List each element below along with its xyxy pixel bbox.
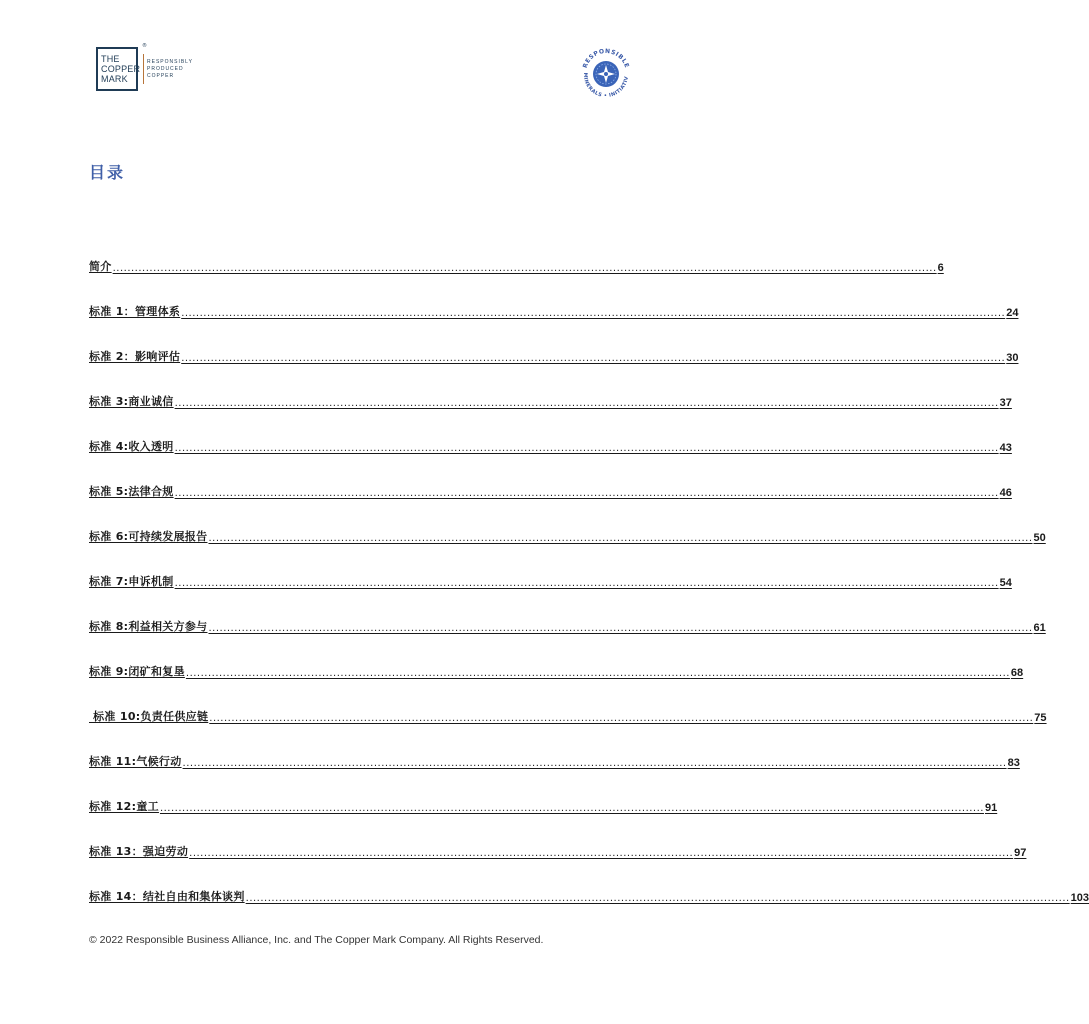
toc-entry-page: 97 [1014, 847, 1027, 859]
toc-leader-dots: ................................................................................................................................................................................................................................ [181, 308, 1006, 319]
toc-entry-label: 简介 [89, 260, 112, 273]
toc-entry-page: 50 [1033, 532, 1046, 544]
toc-entry-standard-7[interactable] [89, 571, 1012, 589]
tagline-line-3: COPPER [147, 72, 175, 79]
toc-entry-standard-2[interactable] [89, 346, 1019, 364]
toc-entry-standard-9[interactable] [89, 661, 1024, 679]
rmi-top-text: RESPONSIBLE [581, 47, 631, 70]
tagline-line-1: RESPONSIBLY [147, 58, 193, 65]
toc-leader-dots: ................................................................................................................................................................................................................................ [174, 443, 999, 454]
toc-leader-dots: ................................................................................................................................................................................................................................ [185, 668, 1010, 679]
toc-entry-standard-10[interactable] [89, 706, 1047, 724]
registered-mark: ® [142, 43, 147, 49]
toc-leader-dots: ................................................................................................................................................................................................................................ [159, 803, 984, 814]
toc-entry-page: 103 [1070, 892, 1089, 904]
toc-entry-page: 43 [999, 442, 1012, 454]
copper-mark-line-1: THE [101, 54, 120, 64]
toc-leader-dots: ................................................................................................................................................................................................................................ [174, 488, 999, 499]
rmi-seal-icon [578, 45, 634, 101]
toc-entry-standard-12[interactable] [89, 796, 998, 814]
copper-mark-line-3: MARK [101, 74, 128, 84]
toc-entry-label: 标准 2：影响评估 [89, 350, 181, 363]
rmi-bottom-text: MINERALS • INITIATIV [581, 72, 631, 100]
toc-entry-label: 标准 14：结社自由和集体谈判 [89, 890, 245, 903]
copper-mark-line-2: COPPER [101, 64, 141, 74]
toc-entry-page: 83 [1007, 757, 1020, 769]
toc-entry-standard-8[interactable] [89, 616, 1046, 634]
toc-entry-label: 标准 9:闭矿和复垦 [89, 665, 185, 678]
toc-leader-dots: ................................................................................................................................................................................................................................ [182, 758, 1007, 769]
toc-leader-dots: ................................................................................................................................................................................................................................ [174, 578, 999, 589]
copper-mark-tagline [143, 54, 193, 84]
toc-entry-label: 标准 1：管理体系 [89, 305, 181, 318]
toc-entry-standard-11[interactable] [89, 751, 1020, 769]
toc-entry-page: 37 [999, 397, 1012, 409]
toc-entry-label: 标准 10:负责任供应链 [89, 710, 209, 723]
toc-entry-label: 标准 7:申诉机制 [89, 575, 174, 588]
toc-leader-dots: ................................................................................................................................................................................................................................ [245, 893, 1070, 904]
toc-title: 目录 [89, 163, 126, 182]
toc-entry-label: 标准 3:商业诚信 [89, 395, 174, 408]
toc-entry-label: 标准 13：强迫劳动 [89, 845, 189, 858]
toc-leader-dots: ................................................................................................................................................................................................................................ [181, 353, 1006, 364]
toc-entry-intro[interactable] [89, 256, 944, 274]
toc-entry-label: 标准 6:可持续发展报告 [89, 530, 208, 543]
toc-entry-label: 标准 12:童工 [89, 800, 159, 813]
toc-leader-dots: ................................................................................................................................................................................................................................ [208, 533, 1033, 544]
toc-entry-page: 68 [1010, 667, 1024, 679]
toc-leader-dots: ................................................................................................................................................................................................................................ [112, 263, 937, 274]
tagline-line-2: PRODUCED [147, 65, 184, 72]
toc-entry-page: 91 [984, 802, 998, 814]
toc-leader-dots: ................................................................................................................................................................................................................................ [208, 623, 1033, 634]
toc-entry-label: 标准 5:法律合规 [89, 485, 174, 498]
toc-entry-standard-6[interactable] [89, 526, 1046, 544]
toc-entry-page: 61 [1033, 622, 1046, 634]
toc-entry-page: 24 [1006, 307, 1019, 319]
toc-leader-dots: ................................................................................................................................................................................................................................ [174, 398, 999, 409]
toc-entry-standard-13[interactable] [89, 841, 1027, 859]
rmi-logo [578, 45, 634, 101]
toc-entry-page: 6 [937, 262, 944, 274]
toc-entry-standard-1[interactable] [89, 301, 1019, 319]
copper-mark-wordmark [96, 47, 141, 91]
toc-leader-dots: ................................................................................................................................................................................................................................ [209, 713, 1034, 724]
copper-mark-logo [96, 45, 193, 93]
toc-entry-standard-14[interactable] [89, 886, 1089, 904]
toc-entry-page: 30 [1006, 352, 1019, 364]
toc-entry-label: 标准 8:利益相关方参与 [89, 620, 208, 633]
toc-entry-standard-3[interactable] [89, 391, 1012, 409]
toc-entry-standard-5[interactable] [89, 481, 1012, 499]
toc-entry-page: 54 [999, 577, 1012, 589]
toc-entry-label: 标准 11:气候行动 [89, 755, 182, 768]
toc-leader-dots: ................................................................................................................................................................................................................................ [189, 848, 1014, 859]
toc-entry-page: 46 [999, 487, 1012, 499]
footer-copyright: © 2022 Responsible Business Alliance, Inc. and The Copper Mark Company. All Rights Reserved. [89, 934, 544, 946]
toc-entry-label: 标准 4:收入透明 [89, 440, 174, 453]
toc-entry-standard-4[interactable] [89, 436, 1012, 454]
toc-entry-page: 75 [1034, 712, 1047, 724]
